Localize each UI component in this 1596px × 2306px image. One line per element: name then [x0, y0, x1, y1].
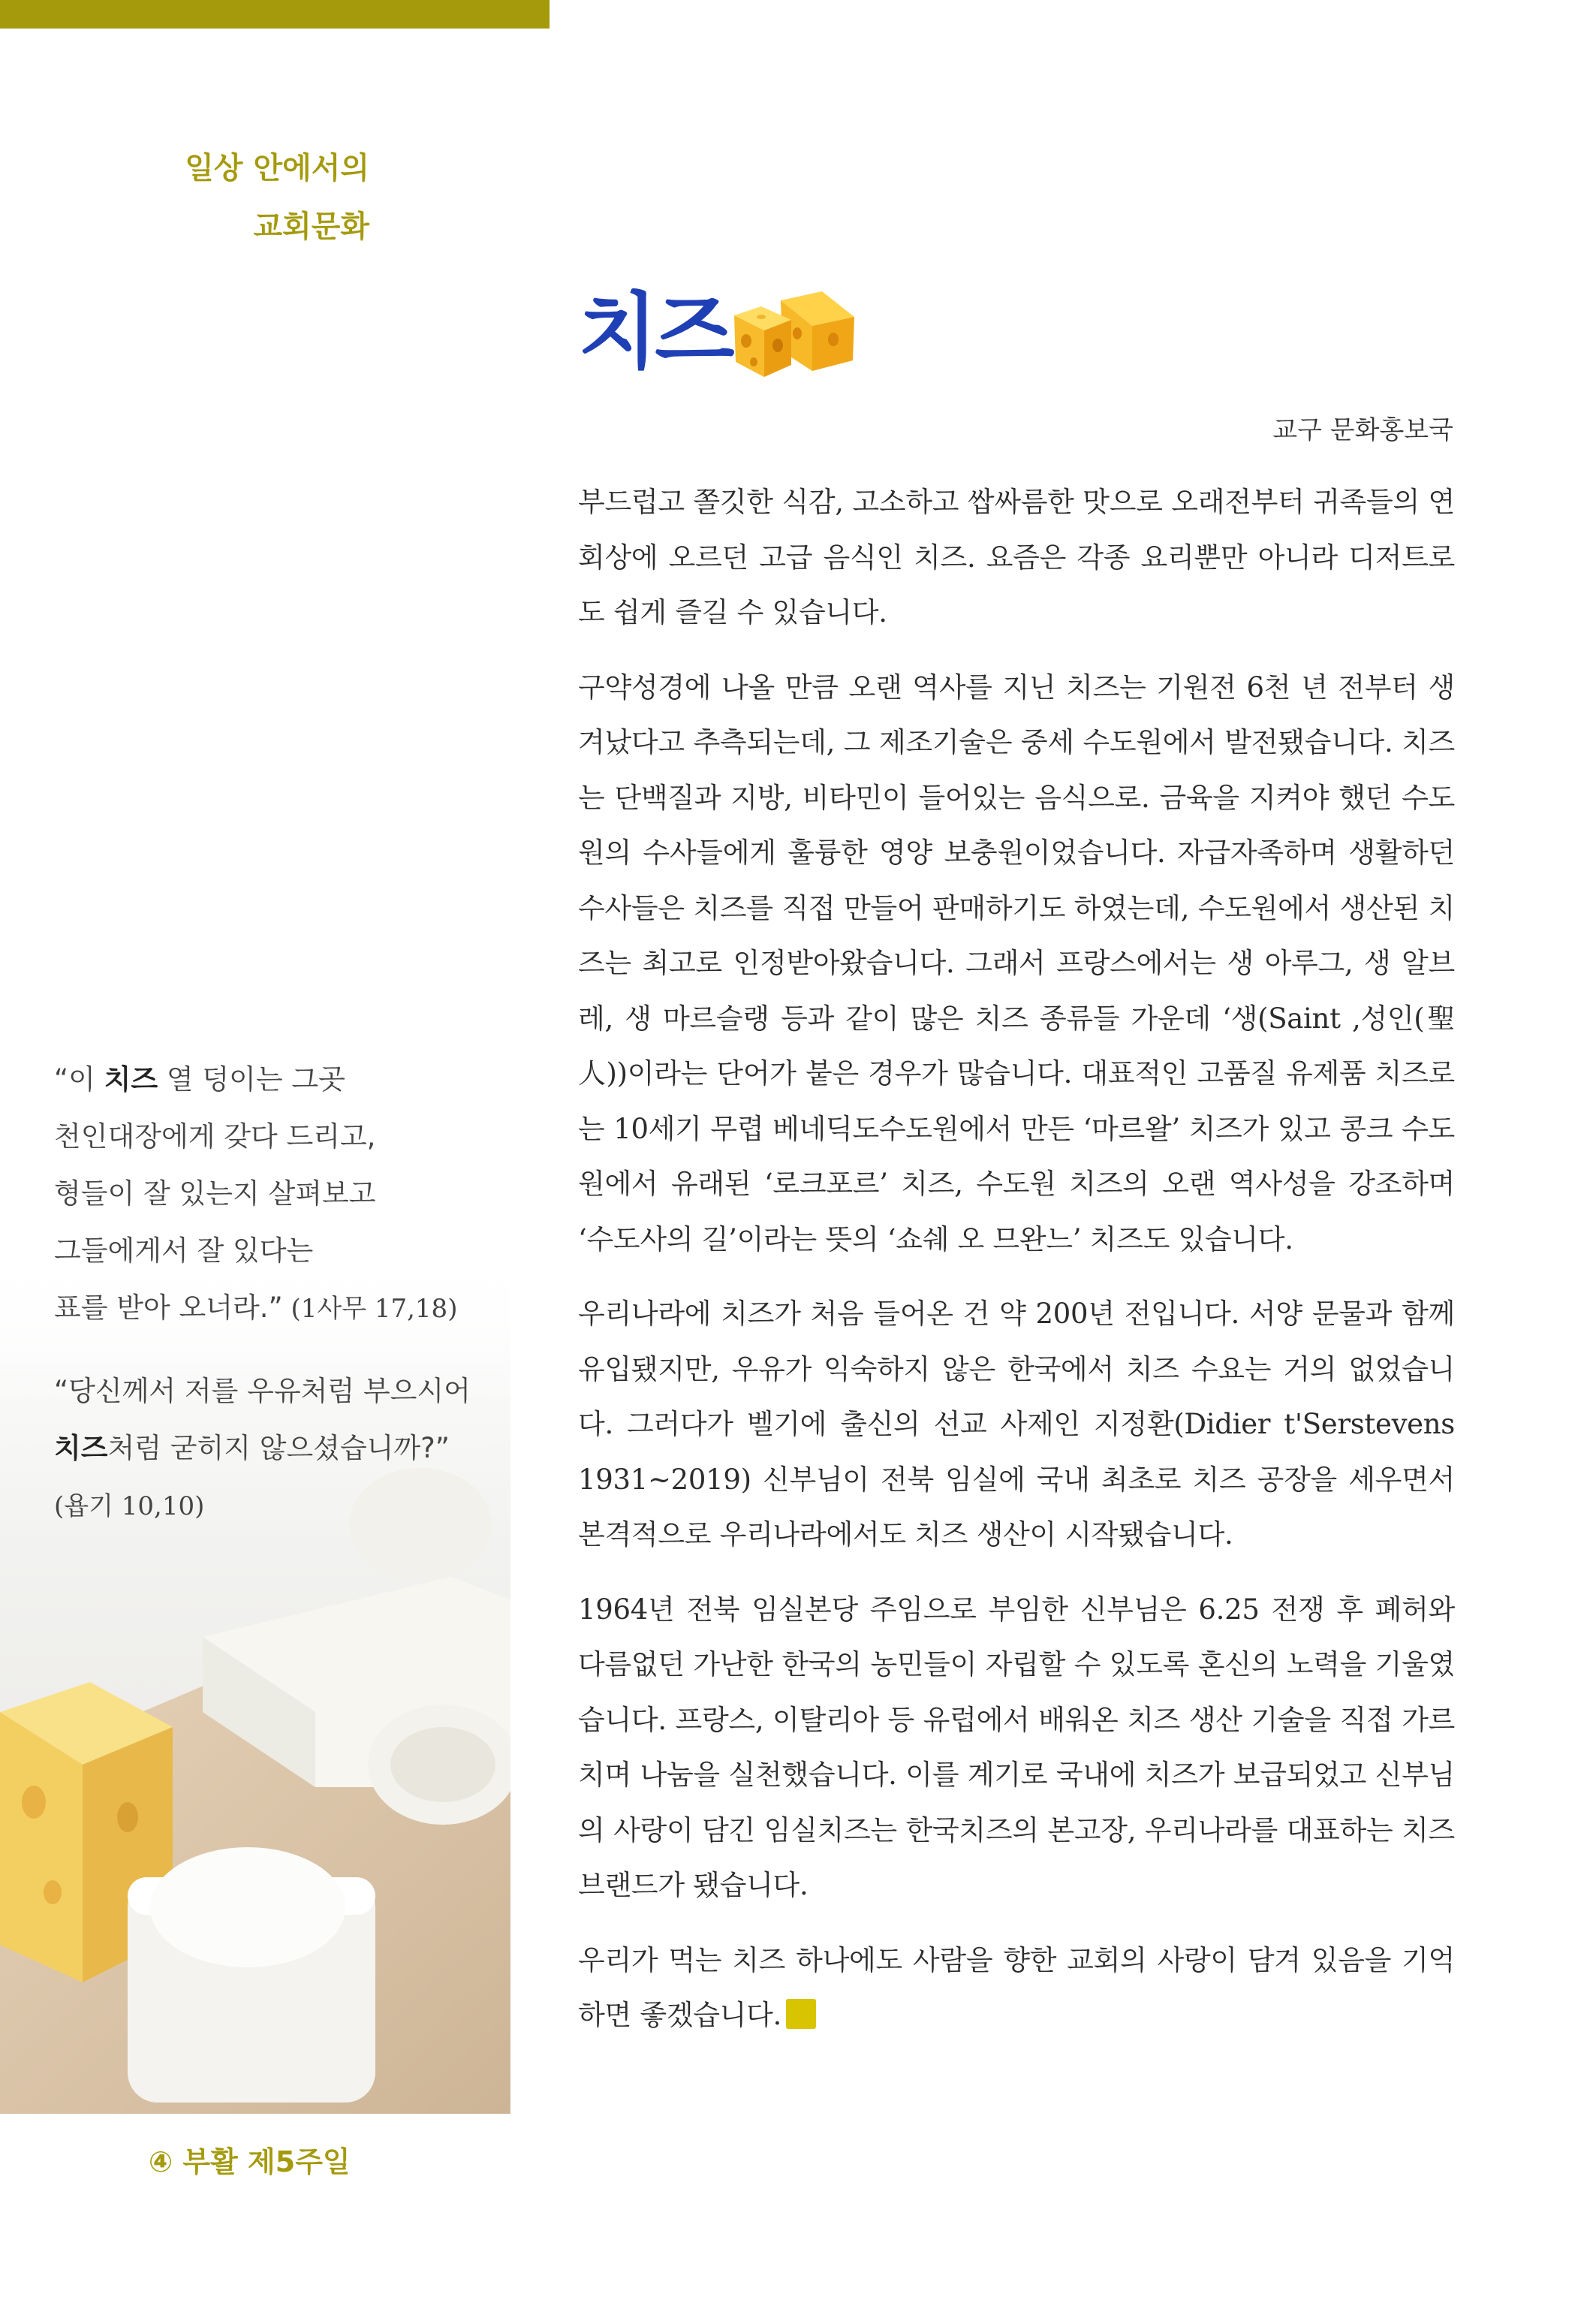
section-label-line2: 교회문화	[253, 209, 369, 244]
section-label	[185, 139, 369, 256]
quote-text: “이	[54, 1063, 104, 1096]
quote-line	[54, 1280, 504, 1337]
paragraph: 부드럽고 쫄깃한 식감, 고소하고 쌉싸름한 맛으로 오래전부터 귀족들의 연회상에 오르던 고급 음식인 치즈. 요즘은 각종 요리뿐만 아니라 디저트로도 쉽게 즐길 수 있습니다.	[578, 486, 1455, 628]
scripture-quotes	[54, 1051, 504, 1560]
quote-text: 처럼 굳히지 않으셨습니까?”	[107, 1432, 450, 1464]
quote-reference: (욥기 10,10)	[54, 1491, 205, 1521]
quote-text: 열 덩이는 그곳	[158, 1063, 345, 1096]
article-title: 치즈	[578, 284, 732, 380]
paragraph-text: 우리가 먹는 치즈 하나에도 사람을 향한 교회의 사랑이 담겨 있음을 기억하면 좋겠습니다.	[578, 1943, 1455, 2031]
section-label-line1: 일상 안에서의	[185, 151, 369, 185]
quote-line: 천인대장에게 갖다 드리고,	[54, 1120, 376, 1153]
quote-text: 표를 받아 오너라.”	[54, 1292, 283, 1324]
cheese-icon	[728, 287, 856, 384]
quote-keyword: 치즈	[54, 1432, 108, 1464]
paragraph: 구약성경에 나올 만큼 오랜 역사를 지닌 치즈는 기원전 6천 년 전부터 생겨났다고 추측되는데, 그 제조기술은 중세 수도원에서 발전됐습니다. 치즈는 단백질과 지방, 비타민이 들어있는 음식으로. 금육을 지켜야 했던 수도원의 수사들에게 훌륭한 영양 보충원이었습니다. 자급자족하며 생활하던 수사들은 치즈를 직접 만들어 판매하기도 하였는데, 수도원에서 생산된 치즈는 최고로 인정받아왔습니다. 그래서 프랑스에서는 생 아루그, 생 알브레, 생 마르슬랭 등과 같이 많은 치즈 종류들 가운데 ‘생(Saint ,성인(聖人))이라는 단어가 붙은 경우가 많습니다. 대표적인 고품질 유제품 치즈로는 10세기 무렵 베네딕도수도원에서 만든 ‘마르왈’ 치즈가 있고 콩크 수도원에서 유래된 ‘로크포르’ 치즈, 수도원 치즈의 오랜 역사성을 강조하며 ‘수도사의 길’이라는 뜻의 ‘쇼쉐 오 므완느’ 치즈도 있습니다.	[578, 671, 1455, 1255]
quote-line	[54, 1051, 504, 1108]
quote-line	[54, 1477, 504, 1535]
paragraph: 1964년 전북 임실본당 주임으로 부임한 신부님은 6.25 전쟁 후 폐허와 다름없던 가난한 한국의 농민들이 자립할 수 있도록 혼신의 노력을 기울였습니다. 프랑스, 이탈리아 등 유럽에서 배워온 치즈 생산 기술을 직접 가르치며 나눔을 실천했습니다. 이를 계기로 국내에 치즈가 보급되었고 신부님의 사랑이 담긴 임실치즈는 한국치즈의 본고장, 우리나라를 대표하는 치즈브랜드가 됐습니다.	[578, 1593, 1455, 1901]
article-body	[578, 475, 1455, 2063]
scripture-quote	[54, 1363, 504, 1535]
scripture-quote	[54, 1051, 504, 1337]
author: 교구 문화홍보국	[1272, 415, 1453, 445]
paragraph-last	[578, 1933, 1455, 2043]
quote-line: “당신께서 저를 우유처럼 부으시어	[54, 1375, 471, 1407]
quote-line	[54, 1420, 504, 1477]
paragraph: 우리나라에 치즈가 처음 들어온 건 약 200년 전입니다. 서양 문물과 함께 유입됐지만, 우유가 익숙하지 않은 한국에서 치즈 수요는 거의 없었습니다. 그러다가 벨기에 출신의 선교 사제인 지정환(Didier t'Serstevens 1931~2019) 신부님이 전북 임실에 국내 최초로 치즈 공장을 세우면서 본격적으로 우리나라에서도 치즈 생산이 시작됐습니다.	[578, 1298, 1455, 1551]
quote-line: 그들에게서 잘 있다는	[54, 1234, 314, 1267]
quote-keyword: 치즈	[104, 1063, 158, 1096]
quote-reference: (1사무 17,18)	[282, 1294, 458, 1324]
top-accent-bar	[0, 0, 550, 29]
page-footer: ④ 부활 제5주일	[149, 2145, 351, 2178]
quote-line: 형들이 잘 있는지 살펴보고	[54, 1177, 376, 1210]
end-mark-icon	[786, 1999, 816, 2029]
